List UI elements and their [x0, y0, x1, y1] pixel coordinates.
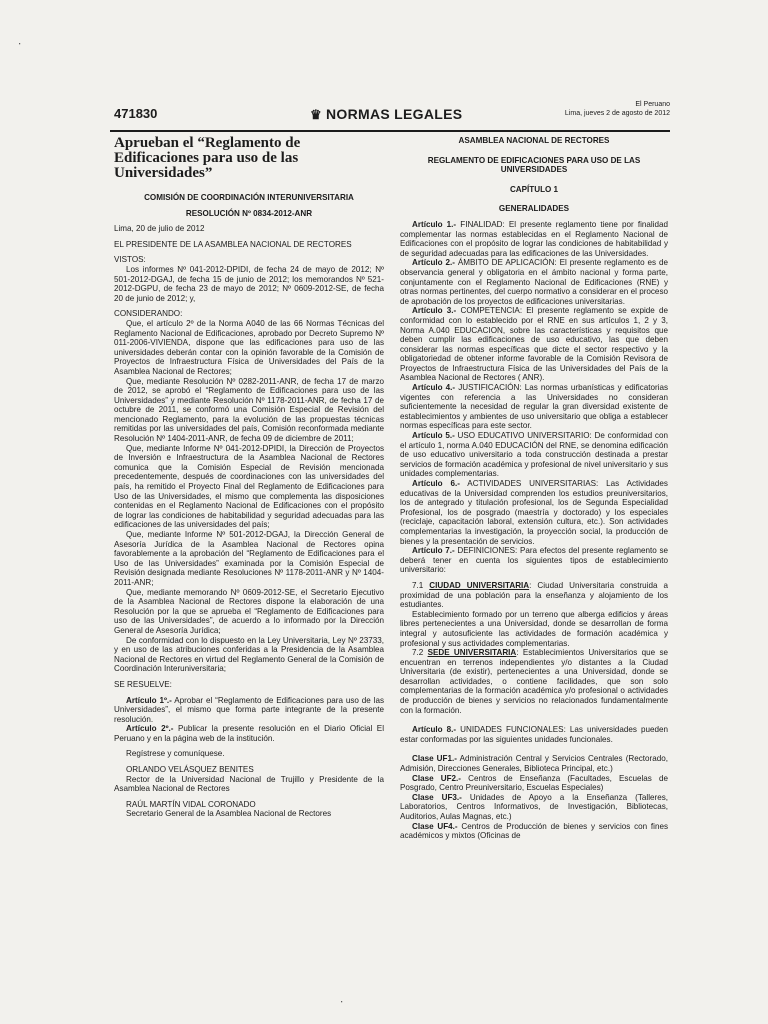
regulation-article-3: Artículo 3.- COMPETENCIA: El presente reglamento se expide de conformidad con lo establecido por el RNE en sus artículos 1, 2 y 3, Norma A.040 EDUCACION, sobre las características y requisitos que deben cumplir las edificaciones de uso educativo, las que deben considerar las normas específicas que dicte el sector respectivo y la obligatoriedad de obtener informe favorable de la Comisión Revisora de Proyectos de Infraestructura Física de las Universidades del País de la Asamblea Nacional de Rectores ( ANR). [400, 306, 668, 383]
signatory-1-name: ORLANDO VELÁSQUEZ BENITES [126, 765, 254, 775]
coat-of-arms-icon: ♛ [310, 107, 322, 122]
unit-class-uf2: Clase UF2.- Centros de Enseñanza (Facultades, Escuelas de Posgrado, Centro Preuniversitario, Escuelas Especiales) [400, 773, 668, 793]
resuelve-heading: SE RESUELVE: [114, 679, 172, 689]
definition-7-1-detail: Establecimiento formado por un terreno que alberga edificios y áreas libres pertenecientes a una Universidad, donde se desarrollan de forma integral y autosuficiente las actividades de formación académica y profesional y sus actividades complementarias. [400, 609, 668, 648]
unit-class-uf1: Clase UF1.- Administración Central y Servicios Centrales (Rectorado, Admisión, Direcciones Generales, Biblioteca Principal, etc.) [400, 754, 668, 774]
considerando-1: Que, el artículo 2º de la Norma A040 de las 66 Normas Técnicas del Reglamento Nacional de Edificaciones, aprobado por Decreto Supremo Nº 011-2006-VIVIENDA, dispone que las edificaciones para uso de las universidades deberán contar con la opinión favorable de la Comisión de Proyectos de Infraestructura Física de Universidades del País de la Asamblea Nacional de Rectores; [114, 318, 384, 376]
regulation-article-1: Artículo 1.- FINALIDAD: El presente reglamento tiene por finalidad complementar las normas establecidas en el Reglamento Nacional de Edificaciones con el propósito de lograr las condiciones de habitabilidad y de seguridad adecuadas para las edificaciones de las Universidades. [400, 219, 668, 258]
section-heading: GENERALIDADES [498, 204, 570, 214]
unit-class-uf4: Clase UF4.- Centros de Producción de bienes y servicios con fines académicos y mixtos (Oficinas de [400, 821, 668, 841]
regulation-article-6: Artículo 6.- ACTIVIDADES UNIVERSITARIAS: Las Actividades educativas de la Universidad comprenden los estudios preuniversitarios, los de antegrado y titulación profesional, los de Segunda Especialidad Profesional, los de posgrado (maestría y doctorado) y los especiales (reciclaje, capacitación laboral, extensión cultura, etc.). Son actividades complementarias la investigación, la proyección social, la producción de bienes y la presentación de servicios. [400, 479, 668, 546]
newspaper-page [110, 96, 670, 976]
considerando-2: Que, mediante Resolución Nº 0282-2011-ANR, de fecha 17 de marzo de 2012, se aprobó el “Reglamento de Edificaciones para uso de las Universidades” y mediante Resolución Nº 1178-2011-ANR, de fecha 17 de octubre de 2011, se conformó una Comisión Especial de Revisión del mencionado Reglamento, para la evolución de las propuestas técnicas remitidas por las universidades del país, Comisión reconformada mediante Resolución Nº 1404-2011-ANR, de fecha 09 de diciembre de 2011; [114, 376, 384, 444]
president-heading: EL PRESIDENTE DE LA ASAMBLEA NACIONAL DE RECTORES [114, 239, 352, 249]
brand-label: NORMAS LEGALES [325, 106, 463, 122]
resolution-number: RESOLUCIÓN Nº 0834-2012-ANR [185, 208, 313, 218]
definition-7-2: 7.2 SEDE UNIVERSITARIA: Establecimientos Universitarios que se encuentran en terrenos independientes y/o distantes a la Ciudad Universitaria (de existir), pertenecientes a una Universidad, donde se desarrollan actividades, o contiene facilidades, que son solo complementarias de la formación académica y/o profesional o actividades de producción de bienes y servicios no relacionados fundamentalmente con la formación. [400, 648, 668, 715]
considerando-5: Que, mediante memorando Nº 0609-2012-SE, el Secretario Ejecutivo de la Asamblea Nacional de Rectores dispone la elaboración de una Resolución por la que se aprueba el “Reglamento de Edificaciones para uso de las Universidades”, de acuerdo a lo informado por la Dirección General de Asesoría Jurídica; [114, 587, 384, 635]
regulation-article-8: Artículo 8.- UNIDADES FUNCIONALES: Las universidades pueden estar conformadas por las siguientes unidades funcionales. [400, 725, 668, 744]
considerando-3: Que, mediante Informe Nº 041-2012-DPIDI, la Dirección de Proyectos de Inversión e Infraestructura de la Asamblea Nacional de Rectores comunica que la Comisión Especial de Revisión mencionada precedentemente, después de coordinaciones con las universidades del país, ha remitido el Proyecto Final del Reglamento de Edificaciones para Uso de las Universidades, el mismo que complementa las disposiciones contenidas en el Reglamento Nacional de Edificaciones con el propósito de lograr las condiciones de habitabilidad y seguridad adecuadas para las edificaciones de las universidades del país; [114, 443, 384, 530]
regulation-article-7: Artículo 7.- DEFINICIONES: Para efectos del presente reglamento se deberá tener en cuenta los siguientes tipos de establecimiento universitario: [400, 546, 668, 575]
signatory-2-name: RAÚL MARTÍN VIDAL CORONADO [126, 799, 256, 809]
regulation-article-2: Artículo 2.- ÁMBITO DE APLICACIÓN: El presente reglamento es de observancia general y obligatoria en el ámbito nacional y forma parte, conjuntamente con el Reglamento Nacional de Edificaciones (RNE) y otras normas pertinentes, del cuerpo normativo a considerar en el proceso de aprobación de los proyectos de edificaciones universitarias. [400, 258, 668, 306]
signatory-1-role: Rector de la Universidad Nacional de Trujillo y Presidente de la Asamblea Nacional de Rectores [114, 774, 384, 794]
considerando-4: Que, mediante Informe Nº 501-2012-DGAJ, la Dirección General de Asesoría Jurídica de la Asamblea Nacional de Rectores opina favorablemente a la aprobación del “Reglamento de Edificaciones para el Uso de las Universidades” examinada por la Comisión Especial de Revisión designada mediante Resoluciones Nº 1178-2011-ANR y Nº 1404-2011-ANR; [114, 530, 384, 587]
page-header [110, 96, 670, 132]
scan-speck: ∙ [340, 994, 344, 1008]
body-heading: ASAMBLEA NACIONAL DE RECTORES [458, 136, 610, 145]
vistos-text: Los informes Nº 041-2012-DPIDI, de fecha 24 de mayo de 2012; Nº 501-2012-DGAJ, de fecha 15 de junio de 2012; los memorandos Nº 521-2012-DGPU, de fecha 23 de mayo de 2012; Nº 0609-2012-SE, de fecha 20 de junio de 2012; y, [114, 264, 384, 303]
regulation-article-5: Artículo 5.- USO EDUCATIVO UNIVERSITARIO: De conformidad con el artículo 1, norma A.040 EDUCACIÓN del RNE, se denomina edificación de uso educativo universitario a toda construcción destinada a prestar servicios de formación académica y profesional de nivel universitario y sus unidades complementarias. [400, 431, 668, 479]
resolution-date: Lima, 20 de julio de 2012 [114, 224, 205, 234]
considerando-6: De conformidad con lo dispuesto en la Ley Universitaria, Ley Nº 23733, y en uso de las atribuciones conferidas a la Presidencia de la Asamblea Nacional de Rectores en virtud del Reglamento General de la Comisión de Coordinación Interuniversitaria; [114, 635, 384, 674]
page-number: 471830 [114, 106, 158, 121]
considerando-heading: CONSIDERANDO: [114, 309, 183, 319]
resolution-article-2: Artículo 2º.- Publicar la presente resolución en el Diario Oficial El Peruano y en la página web de la institución. [114, 724, 385, 743]
newspaper-name: El Peruano [635, 101, 670, 108]
signatory-2-role: Secretario General de la Asamblea Nacional de Rectores [126, 809, 332, 819]
definition-7-1: 7.1 CIUDAD UNIVERSITARIA: Ciudad Universitaria construida a proximidad de una población para la enseñanza y alojamiento de los estudiantes. [400, 580, 668, 610]
regulation-title: REGLAMENTO DE EDIFICACIONES PARA USO DE LAS UNIVERSIDADES [427, 155, 641, 175]
header-meta [565, 100, 670, 118]
vistos-heading: VISTOS: [114, 255, 146, 265]
closing-formula: Regístrese y comuníquese. [126, 749, 225, 759]
left-column [114, 136, 384, 819]
article-title: Aprueban el “Reglamento de Edificaciones para uso de las Universidades” [114, 135, 301, 181]
unit-class-uf3: Clase UF3.- Unidades de Apoyo a la Enseñanza (Talleres, Laboratorios, Centros Informativos, de Investigación, Bibliotecas, Auditorios, Aulas Magnas, etc.) [400, 792, 668, 821]
publication-date: Lima, jueves 2 de agosto de 2012 [564, 110, 670, 117]
scan-speck: ∙ [18, 36, 22, 50]
publication-brand [310, 106, 462, 123]
chapter-heading: CAPÍTULO 1 [509, 184, 559, 194]
right-column [400, 136, 668, 841]
regulation-article-4: Artículo 4.- JUSTIFICACIÓN: Las normas urbanísticas y edificatorias vigentes con referencia a las Universidades no consideran suficientemente la necesidad de regular la gran diversidad existente de establecimientos y ambientes de uso universitario que obliga a establecer normas específicas para este sector. [400, 383, 668, 431]
issuer: COMISIÓN DE COORDINACIÓN INTERUNIVERSITARIA [144, 193, 354, 202]
resolution-article-1: Artículo 1º.- Aprobar el “Reglamento de Edificaciones para uso de las Universidades”, el mismo que forma parte integrante de la presente resolución. [114, 695, 384, 724]
